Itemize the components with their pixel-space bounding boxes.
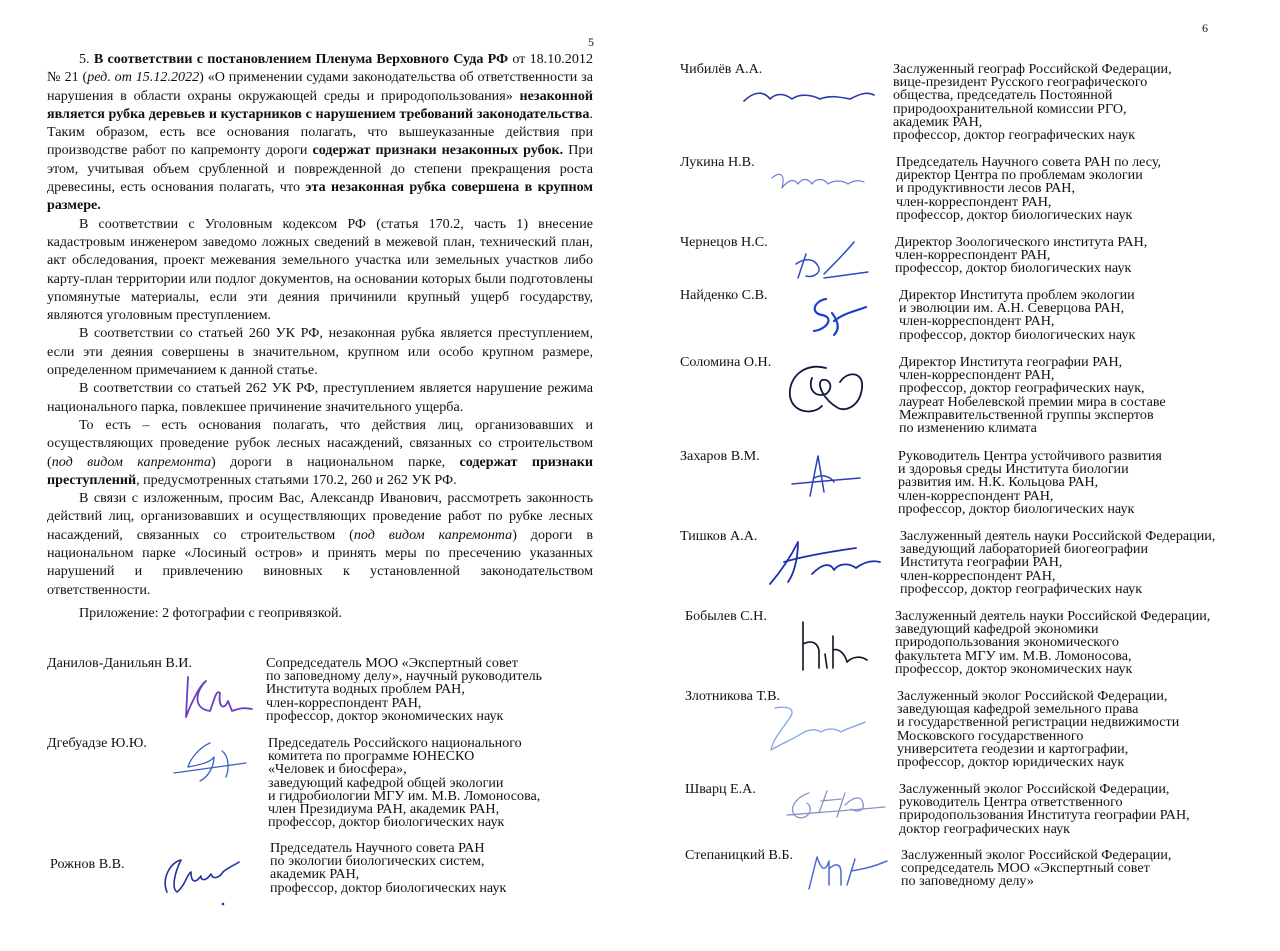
signer-title-line: по заповедному делу» (901, 873, 1034, 890)
signature-image (784, 238, 874, 284)
signature-image (781, 783, 891, 827)
signer-title-line: профессор, доктор биологических наук (895, 260, 1132, 277)
signer-title-line: профессор, доктор географических наук (900, 580, 1143, 597)
signer-name: Данилов-Данильян В.И. (47, 655, 192, 671)
signer-title (895, 610, 1210, 676)
signer-title-line: Сопредседатель МОО «Экспертный совет (266, 655, 518, 671)
signature-image (180, 671, 260, 723)
signer-title-line: и государственной регистрации недвижимости (897, 714, 1180, 731)
signer-name: Тишков А.А. (680, 528, 758, 544)
letter-text-run: ) «О применении судами законодательства об ответственности за нарушения в области охраны окружающей среды и природопользования» (47, 69, 593, 104)
signer-title-line: природоохранительной комиссии РГО, (893, 100, 1127, 117)
signature-image (764, 534, 884, 590)
signer-title-line: сопредседатель МОО «Экспертный совет (901, 860, 1150, 877)
signature-image (782, 358, 872, 424)
signer-title-line: академик РАН, (893, 113, 983, 130)
letter-text-run: В соответствии с Уголовным кодексом РФ (статья 170.2, часть 1) внесение кадастровым инженером заведомо ложных сведений в межевой план, технический план, акт обследования, проект межевания земельного участка или земельных участков либо карту-план территории или подлог документов, на основании которых были подготовлены упомянутые материалы, если эти деяния причинили крупный ущерб государству, являются уголовным преступлением. (47, 215, 593, 324)
signer-name: Злотникова Т.В. (685, 688, 781, 704)
appendix-line: Приложение: 2 фотографии с геопривязкой. (79, 605, 343, 621)
signer-title-line: профессор, доктор экономических наук (266, 707, 504, 724)
signer-title-line: развития им. Н.К. Кольцова РАН, (898, 474, 1099, 491)
signer-title-line: и здоровья среды Института биологии (898, 461, 1129, 478)
letter-paragraph (47, 489, 593, 599)
signer-title-line: вице-президент Русского географического (893, 74, 1148, 91)
signer-title-line: член-корреспондент РАН, (896, 193, 1052, 210)
letter-text-run: 5. (79, 51, 94, 67)
signer-title-line: заведующий лабораторией биогеографии (900, 541, 1149, 558)
signature-image (768, 168, 868, 196)
letter-text-run: содержат признаки незаконных рубок. (312, 142, 564, 159)
signer-title-line: общества, председатель Постоянной (893, 87, 1113, 104)
letter-text-run: , предусмотренных статьями 170.2, 260 и 262 УК РФ. (136, 471, 457, 488)
letter-text-run: В соответствии со статьей 262 УК РФ, преступлением является нарушение режима национального парка, повлекшее причинение значительного ущерба. (47, 380, 593, 415)
signer-title-line: Председатель Научного совета РАН по лесу, (896, 154, 1161, 170)
signature-image (803, 849, 893, 893)
signature-image (765, 702, 885, 756)
signer-title-line: профессор, доктор биологических наук (898, 500, 1135, 517)
signer-title-line: профессор, доктор биологических наук (268, 814, 505, 831)
signer-name: Чернецов Н.С. (680, 234, 768, 250)
signer-title-line: Заслуженный деятель науки Российской Федерации, (895, 608, 1211, 624)
signer-title-line: природопользования Института географии РАН, (899, 807, 1190, 824)
signer-title-line: Межправительственной группы экспертов (899, 406, 1154, 423)
letter-paragraph (47, 215, 593, 325)
signer-title-line: заведующий кафедрой экономики (895, 621, 1099, 638)
letter-text-run: В соответствии со статьей 260 УК РФ, незаконная рубка является преступлением, если эти деяния совершены в значительном, крупном или особо крупном размере, определенном примечанием к данной статье. (47, 325, 593, 379)
signer-title-line: член Президиума РАН, академик РАН, (268, 801, 500, 818)
signer-title (270, 842, 506, 895)
signer-title-line: Заслуженный эколог Российской Федерации, (901, 847, 1172, 863)
signer-title-line: Директор Зоологического института РАН, (895, 234, 1148, 250)
signer-title (268, 737, 540, 829)
signer-name: Рожнов В.В. (50, 856, 125, 872)
letter-text-run: ) дороги в национальном парке, (211, 453, 460, 470)
letter-paragraph (47, 50, 593, 215)
letter-text-run: . Таким образом, есть все основания полагать, что вышеуказанные действия при производстве работ по капремонту дороги (47, 105, 593, 159)
letter-text-run: под видом капремонта (51, 453, 211, 470)
signer-name: Соломина О.Н. (680, 354, 772, 370)
signer-title (893, 63, 1172, 142)
signer-title-line: член-корреспондент РАН, (898, 487, 1054, 504)
signer-title-line: член-корреспондент РАН, (899, 367, 1055, 384)
signer-title-line: университета геодезии и картографии, (897, 740, 1129, 757)
signer-title-line: лауреат Нобелевской премии мира в составе (899, 393, 1166, 410)
letter-paragraph (47, 324, 593, 379)
letter-text-run: То есть – есть основания полагать, что действия лиц, организовавших и осуществляющих проведение рубок лесных насаждений, связанных со строительством ( (47, 416, 593, 470)
signer-name: Дгебуадзе Ю.Ю. (47, 735, 147, 751)
letter-text-run: ред. от 15.12.2022 (87, 69, 200, 86)
signer-title-line: профессор, доктор биологических наук (899, 326, 1136, 343)
signer-title-line: Председатель Научного совета РАН (270, 840, 485, 856)
signer-title-line: Московского государственного (897, 727, 1084, 744)
signer-title-line: профессор, доктор биологических наук (896, 206, 1133, 223)
signer-title-line: Заслуженный эколог Российской Федерации, (897, 688, 1168, 704)
signature-image (157, 848, 247, 908)
letter-paragraph (47, 416, 593, 489)
signer-title (897, 690, 1179, 769)
signer-name: Захаров В.М. (680, 448, 760, 464)
signer-title (899, 356, 1166, 435)
signer-title-line: профессор, доктор экономических наук (895, 660, 1133, 677)
letter-text-run: При этом, учитывая объем срубленной и поврежденной до степени прекращения роста древесины, есть основания полагать, что (47, 142, 593, 196)
signer-title-line: заведующая кафедрой земельного права (897, 701, 1139, 718)
letter-text-run: от 18.10.2012 № 21 ( (47, 51, 593, 86)
signer-title (901, 849, 1171, 889)
letter-text-run: содержат признаки преступлений (47, 453, 593, 488)
letter-paragraph (47, 379, 593, 416)
signer-title-line: профессор, доктор юридических наук (897, 754, 1125, 771)
signer-title-line: член-корреспондент РАН, (900, 567, 1056, 584)
letter-text-run: эта незаконная рубка совершена в крупном размере. (47, 179, 594, 214)
signer-title-line: доктор географических наук (899, 820, 1071, 837)
signer-name: Найденко С.В. (680, 287, 768, 303)
signer-title (895, 236, 1147, 276)
signer-title-line: Института водных проблем РАН, (266, 681, 465, 698)
letter-text-run: под видом капремонта (353, 526, 513, 543)
signer-title-line: по изменению климата (899, 420, 1037, 437)
signer-name: Степаницкий В.Б. (685, 847, 794, 863)
signer-name: Бобылев С.Н. (685, 608, 767, 624)
signer-name: Чибилёв А.А. (680, 61, 763, 77)
signer-title-line: факультета МГУ им. М.В. Ломоносова, (895, 647, 1132, 664)
signer-title-line: и гидробиологии МГУ им. М.В. Ломоносова, (268, 787, 541, 804)
signer-title-line: по заповедному делу», научный руководитель (266, 668, 543, 685)
signer-title-line: член-корреспондент РАН, (895, 247, 1051, 264)
signer-title-line: профессор, доктор географических наук, (899, 380, 1145, 397)
letter-body (47, 50, 593, 599)
signature-image (170, 737, 250, 787)
signer-title-line: руководитель Центра ответственного (899, 794, 1123, 811)
signer-name: Шварц Е.А. (685, 781, 756, 797)
page-number-right: 6 (1202, 21, 1208, 35)
signer-title (266, 657, 542, 723)
signer-title (896, 156, 1161, 222)
signer-title (898, 450, 1162, 516)
signature-image (740, 85, 880, 115)
signer-title-line: «Человек и биосфера», (268, 761, 407, 778)
signer-title-line: член-корреспондент РАН, (899, 313, 1055, 330)
signature-image (804, 291, 874, 339)
signer-title-line: Директор Института географии РАН, (899, 354, 1123, 370)
signer-title (900, 530, 1215, 596)
signature-image (795, 614, 875, 674)
signer-title-line: Директор Института проблем экологии (899, 287, 1135, 303)
signer-title-line: Руководитель Центра устойчивого развития (898, 448, 1162, 464)
signature-image (788, 452, 868, 504)
signer-title-line: природопользования экономического (895, 634, 1119, 651)
signer-title (899, 783, 1190, 836)
signer-title-line: Заслуженный деятель науки Российской Федерации, (900, 528, 1216, 544)
page-number-left: 5 (588, 35, 594, 49)
signer-title-line: заведующий кафедрой общей экологии (268, 774, 504, 791)
signer-title-line: и эволюции им. А.Н. Северцова РАН, (899, 300, 1125, 317)
signer-title-line: Заслуженный эколог Российской Федерации, (899, 781, 1170, 797)
signer-title-line: по экологии биологических систем, (270, 853, 485, 870)
signer-title (899, 289, 1135, 342)
letter-text-run: незаконной является рубка деревьев и кустарников с нарушением требований законодательства (47, 87, 594, 122)
signer-title-line: Института географии РАН, (900, 554, 1063, 571)
letter-text-run: ) дороги в национальном парке «Лосиный остров» и принять меры по пресечению указанных нарушений и привлечению виновных к установленной законодательством ответственности. (47, 526, 593, 598)
signer-title-line: Заслуженный географ Российской Федерации, (893, 61, 1172, 77)
signer-title-line: профессор, доктор географических наук (893, 127, 1136, 144)
signer-title-line: Председатель Российского национального (268, 735, 522, 751)
letter-text-run: В связи с изложенным, просим Вас, Александр Иванович, рассмотреть законность действий лиц, организовавших и осуществляющих проведение работ по рубке лесных насаждений, связанных со строительством ( (47, 490, 593, 543)
signer-title-line: директор Центра по проблемам экологии (896, 167, 1143, 184)
signer-title-line: комитета по программе ЮНЕСКО (268, 748, 475, 765)
signer-title-line: член-корреспондент РАН, (266, 694, 422, 711)
signer-title-line: профессор, доктор биологических наук (270, 879, 507, 896)
signer-title-line: академик РАН, (270, 866, 360, 883)
signer-title-line: и продуктивности лесов РАН, (896, 180, 1075, 197)
signer-name: Лукина Н.В. (680, 154, 755, 170)
letter-text-run: В соответствии с постановлением Пленума Верховного Суда РФ (93, 51, 509, 67)
